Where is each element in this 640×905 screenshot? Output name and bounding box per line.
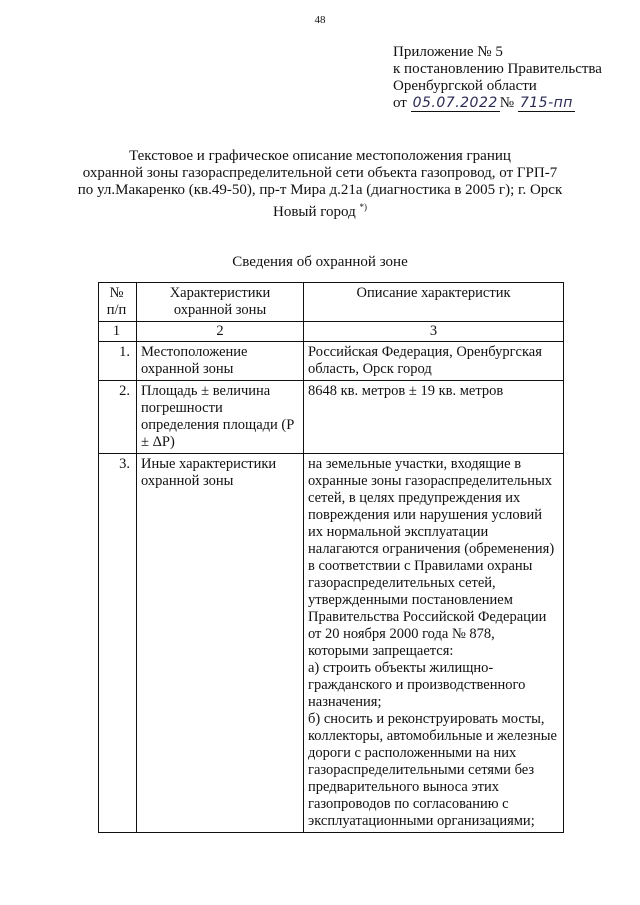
title-line-3: по ул.Макаренко (кв.49-50), пр-т Мира д.21а (диагностика в 2005 г); г. Орск xyxy=(77,182,563,198)
header-characteristics: Характеристики охранной зоны xyxy=(137,283,304,322)
document-title xyxy=(70,148,570,221)
table-header-row xyxy=(99,283,564,322)
appendix-date-line xyxy=(393,95,602,112)
index-cell-3: 3 xyxy=(304,322,564,342)
appendix-line-3: Оренбургской области xyxy=(393,78,537,94)
table-index-row xyxy=(99,322,564,342)
appendix-block xyxy=(393,44,602,112)
title-line-4 xyxy=(70,199,570,221)
header-number: № п/п xyxy=(99,283,137,322)
title-line-2: охранной зоны газораспределительной сети объекта газопровод, от ГРП-7 xyxy=(82,165,558,181)
row-description-item-b: б) сносить и реконструировать мосты, коллекторы, автомобильные и железные дороги с расположенными на них газораспределительными сетями без предварительного выноса этих газопроводов по согласованию с эксплуатационными организациями; xyxy=(308,711,557,829)
row-number: 1. xyxy=(99,342,137,381)
index-cell-1: 1 xyxy=(99,322,137,342)
appendix-line-1: Приложение № 5 xyxy=(393,44,503,60)
handwritten-date: 05.07.2022 xyxy=(412,95,498,111)
row-description: 8648 кв. метров ± 19 кв. метров xyxy=(304,381,564,454)
protection-zone-table xyxy=(98,282,564,833)
row-number: 2. xyxy=(99,381,137,454)
row-description-main: на земельные участки, входящие в охранные зоны газораспределительных сетей, в целях предупреждения их повреждения или нарушения условий их нормальной эксплуатации налагаются ограничения (обременения) в соответствии с Правилами охраны газораспределительных сетей, утвержденными постановлением Правительства Российской Федерации от 20 ноября 2000 года № 878, которыми запрещается: xyxy=(308,456,555,659)
number-label: № xyxy=(499,95,515,111)
appendix-line-2: к постановлению Правительства xyxy=(393,61,602,77)
page-number: 48 xyxy=(314,14,326,26)
title-city: Новый город xyxy=(273,204,356,220)
row-description-item-a: а) строить объекты жилищно-гражданского и производственного назначения; xyxy=(308,660,526,710)
table-row xyxy=(99,381,564,454)
row-characteristic: Местоположение охранной зоны xyxy=(137,342,304,381)
row-description xyxy=(304,454,564,833)
header-description: Описание характеристик xyxy=(304,283,564,322)
handwritten-number: 715-пп xyxy=(519,95,573,111)
table-row xyxy=(99,342,564,381)
row-description: Российская Федерация, Оренбургская область, Орск город xyxy=(304,342,564,381)
row-number: 3. xyxy=(99,454,137,833)
table-row xyxy=(99,454,564,833)
from-label: от xyxy=(393,95,407,111)
section-title: Сведения об охранной зоне xyxy=(232,254,408,270)
footnote-mark: *) xyxy=(359,202,367,212)
row-characteristic: Площадь ± величина погрешности определения площади (P ± ΔP) xyxy=(137,381,304,454)
title-line-1: Текстовое и графическое описание местоположения границ xyxy=(129,148,511,164)
index-cell-2: 2 xyxy=(137,322,304,342)
row-characteristic: Иные характеристики охранной зоны xyxy=(137,454,304,833)
